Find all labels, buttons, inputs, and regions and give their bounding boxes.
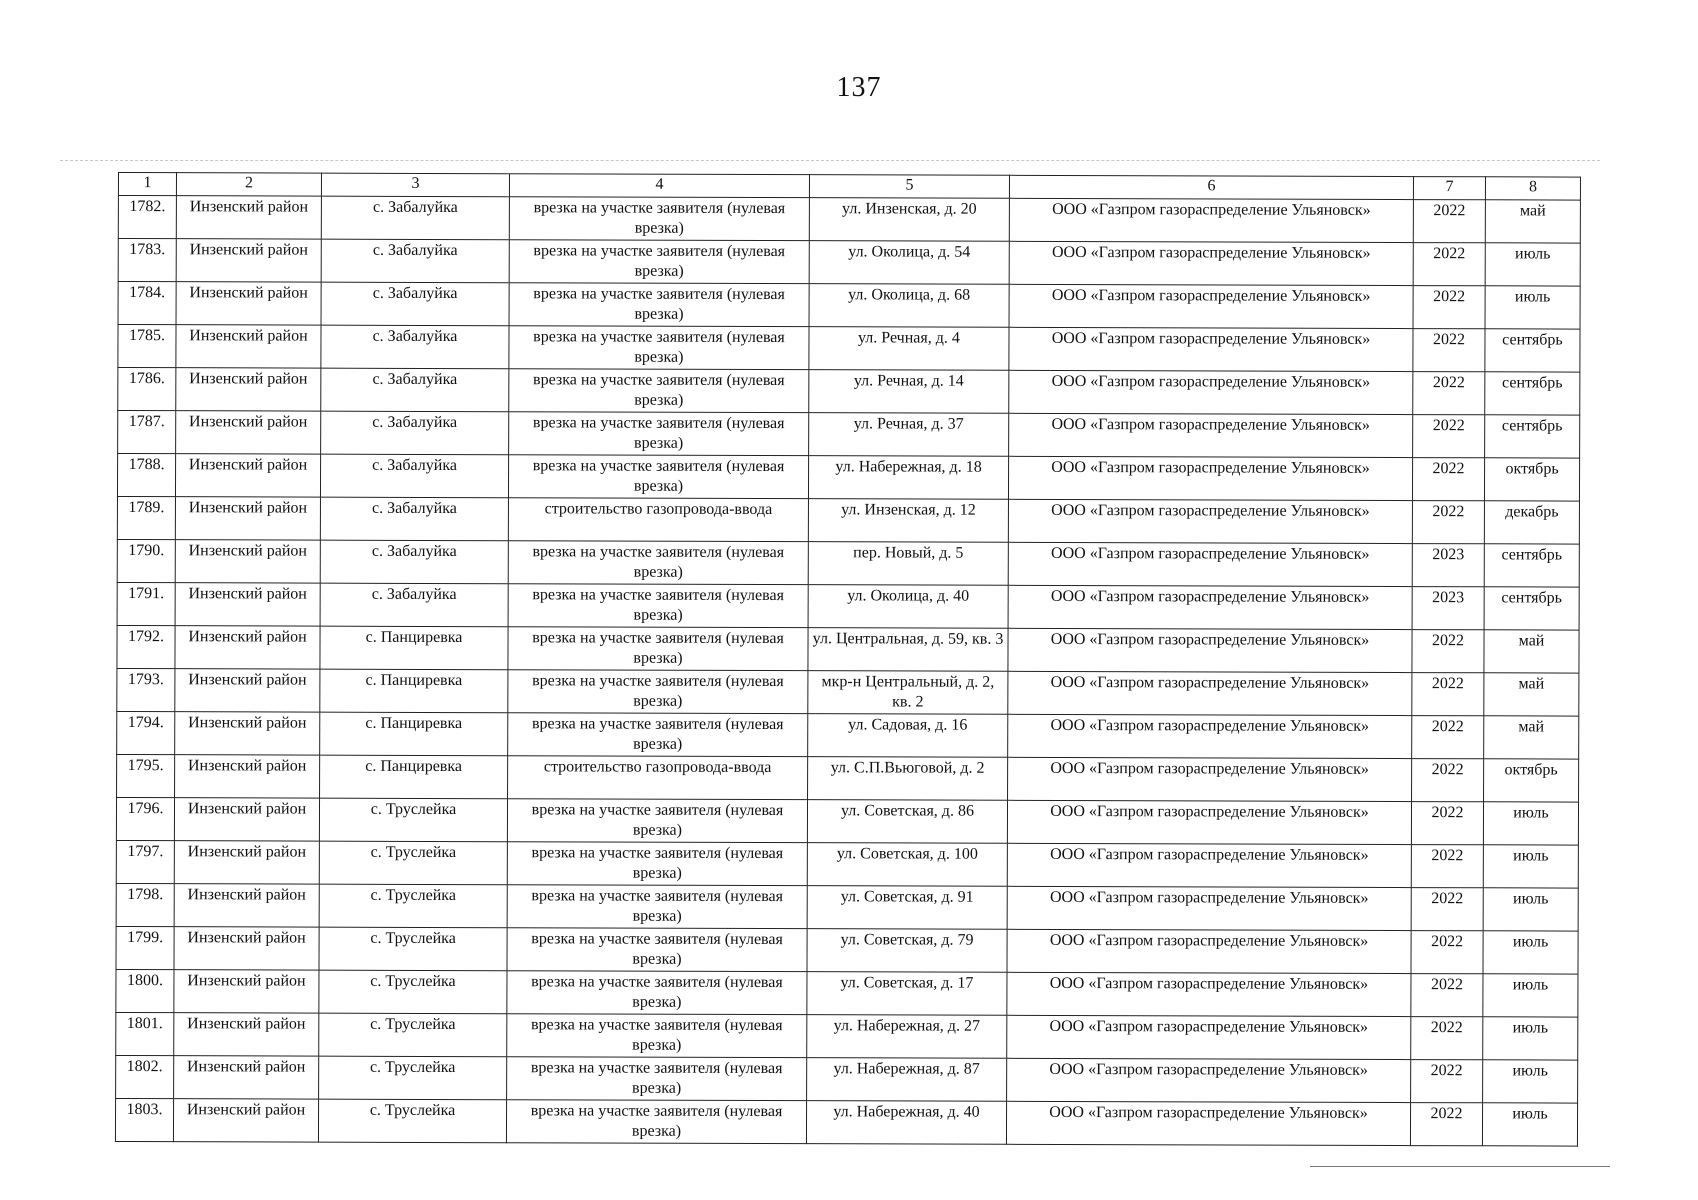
settlement-cell: с. Забалуйка xyxy=(321,196,509,240)
address-cell: ул. Околица, д. 40 xyxy=(808,585,1008,629)
month-cell: сентябрь xyxy=(1484,544,1579,587)
month-cell: декабрь xyxy=(1484,501,1579,544)
month-cell: июль xyxy=(1483,974,1578,1017)
work-type-cell: врезка на участке заявителя (нулевая врезка) xyxy=(508,627,808,671)
work-type-cell: врезка на участке заявителя (нулевая врезка) xyxy=(508,713,808,757)
year-cell: 2022 xyxy=(1412,759,1484,802)
column-header: 6 xyxy=(1009,175,1413,199)
organization-cell: ООО «Газпром газораспределение Ульяновск» xyxy=(1007,929,1411,973)
work-type-cell: врезка на участке заявителя (нулевая врезка) xyxy=(507,928,807,972)
address-cell: ул. Речная, д. 14 xyxy=(809,370,1009,414)
district-cell: Инзенский район xyxy=(176,282,321,325)
row-number-cell: 1793. xyxy=(117,668,175,711)
month-cell: сентябрь xyxy=(1485,415,1580,458)
address-cell: ул. Инзенская, д. 20 xyxy=(809,198,1009,242)
year-cell: 2022 xyxy=(1411,931,1483,974)
year-cell: 2022 xyxy=(1412,458,1484,501)
year-cell: 2022 xyxy=(1413,286,1485,329)
work-type-cell: врезка на участке заявителя (нулевая врезка) xyxy=(509,369,809,413)
settlement-cell: с. Труслейка xyxy=(319,841,507,885)
table-row xyxy=(117,668,1579,716)
district-cell: Инзенский район xyxy=(175,583,320,626)
year-cell: 2022 xyxy=(1413,200,1485,243)
scan-artifact-line xyxy=(1310,1166,1610,1167)
row-number-cell: 1789. xyxy=(117,496,175,539)
organization-cell: ООО «Газпром газораспределение Ульяновск» xyxy=(1008,757,1412,801)
month-cell: июль xyxy=(1483,802,1578,845)
district-cell: Инзенский район xyxy=(176,239,321,282)
settlement-cell: с. Панциревка xyxy=(320,712,508,756)
year-cell: 2022 xyxy=(1413,415,1485,458)
month-cell: июль xyxy=(1485,243,1580,286)
address-cell: ул. Центральная, д. 59, кв. 3 xyxy=(808,628,1008,672)
year-cell: 2023 xyxy=(1412,544,1484,587)
column-header: 3 xyxy=(321,173,509,197)
address-cell: ул. Советская, д. 17 xyxy=(807,972,1007,1016)
row-number-cell: 1782. xyxy=(118,196,176,239)
work-type-cell: врезка на участке заявителя (нулевая врезка) xyxy=(507,885,807,929)
district-cell: Инзенский район xyxy=(174,1056,319,1099)
row-number-cell: 1792. xyxy=(117,625,175,668)
table-row xyxy=(118,325,1580,373)
row-number-cell: 1794. xyxy=(117,711,175,754)
month-cell: сентябрь xyxy=(1485,329,1580,372)
table-row xyxy=(116,883,1578,931)
work-type-cell: врезка на участке заявителя (нулевая врезка) xyxy=(507,971,807,1015)
month-cell: июль xyxy=(1483,1060,1578,1103)
registry-table xyxy=(115,172,1581,1147)
table-row xyxy=(118,196,1580,244)
row-number-cell: 1786. xyxy=(118,368,176,411)
row-number-cell: 1791. xyxy=(117,582,175,625)
district-cell: Инзенский район xyxy=(174,970,319,1013)
settlement-cell: с. Забалуйка xyxy=(321,239,509,283)
year-cell: 2022 xyxy=(1412,716,1484,759)
table-row xyxy=(118,368,1580,416)
address-cell: ул. Речная, д. 4 xyxy=(809,327,1009,371)
work-type-cell: врезка на участке заявителя (нулевая врезка) xyxy=(507,1057,807,1101)
table-row xyxy=(116,1012,1578,1060)
year-cell: 2022 xyxy=(1410,1103,1482,1146)
address-cell: ул. Речная, д. 37 xyxy=(809,413,1009,457)
settlement-cell: с. Труслейка xyxy=(319,798,507,842)
settlement-cell: с. Панциревка xyxy=(320,755,508,799)
table-row xyxy=(117,625,1579,673)
month-cell: июль xyxy=(1483,1017,1578,1060)
work-type-cell: врезка на участке заявителя (нулевая врезка) xyxy=(508,670,808,714)
address-cell: ул. Инзенская, д. 12 xyxy=(808,499,1008,543)
column-header: 7 xyxy=(1413,177,1485,200)
month-cell: октябрь xyxy=(1484,458,1579,501)
work-type-cell: врезка на участке заявителя (нулевая врезка) xyxy=(509,240,809,284)
organization-cell: ООО «Газпром газораспределение Ульяновск» xyxy=(1008,714,1412,758)
district-cell: Инзенский район xyxy=(176,325,321,368)
table-row xyxy=(118,411,1580,459)
settlement-cell: с. Забалуйка xyxy=(320,454,508,498)
year-cell: 2022 xyxy=(1411,1060,1483,1103)
work-type-cell: врезка на участке заявителя (нулевая врезка) xyxy=(507,799,807,843)
row-number-cell: 1796. xyxy=(116,797,174,840)
row-number-cell: 1784. xyxy=(118,282,176,325)
year-cell: 2022 xyxy=(1413,329,1485,372)
organization-cell: ООО «Газпром газораспределение Ульяновск» xyxy=(1009,370,1413,414)
district-cell: Инзенский район xyxy=(176,411,321,454)
district-cell: Инзенский район xyxy=(174,841,319,884)
organization-cell: ООО «Газпром газораспределение Ульяновск» xyxy=(1008,499,1412,543)
address-cell: ул. Советская, д. 79 xyxy=(807,929,1007,973)
month-cell: сентябрь xyxy=(1484,587,1579,630)
district-cell: Инзенский район xyxy=(175,626,320,669)
year-cell: 2022 xyxy=(1411,1017,1483,1060)
month-cell: май xyxy=(1484,673,1579,716)
table-row xyxy=(117,539,1579,587)
work-type-cell: строительство газопровода-ввода xyxy=(508,756,808,800)
year-cell: 2022 xyxy=(1412,501,1484,544)
organization-cell: ООО «Газпром газораспределение Ульяновск» xyxy=(1006,1101,1410,1145)
work-type-cell: врезка на участке заявителя (нулевая врезка) xyxy=(509,197,809,241)
organization-cell: ООО «Газпром газораспределение Ульяновск» xyxy=(1009,198,1413,242)
settlement-cell: с. Забалуйка xyxy=(320,497,508,541)
work-type-cell: врезка на участке заявителя (нулевая врезка) xyxy=(508,541,808,585)
organization-cell: ООО «Газпром газораспределение Ульяновск» xyxy=(1008,456,1412,500)
year-cell: 2023 xyxy=(1412,587,1484,630)
column-header: 1 xyxy=(118,173,176,196)
month-cell: сентябрь xyxy=(1485,372,1580,415)
district-cell: Инзенский район xyxy=(174,884,319,927)
district-cell: Инзенский район xyxy=(173,1099,318,1142)
organization-cell: ООО «Газпром газораспределение Ульяновск» xyxy=(1007,843,1411,887)
table-row xyxy=(116,969,1578,1017)
work-type-cell: врезка на участке заявителя (нулевая врезка) xyxy=(506,1100,806,1144)
month-cell: октябрь xyxy=(1484,759,1579,802)
address-cell: ул. Набережная, д. 87 xyxy=(807,1058,1007,1102)
month-cell: июль xyxy=(1485,286,1580,329)
year-cell: 2022 xyxy=(1411,845,1483,888)
organization-cell: ООО «Газпром газораспределение Ульяновск» xyxy=(1007,1015,1411,1059)
column-header: 4 xyxy=(509,174,809,198)
year-cell: 2022 xyxy=(1411,974,1483,1017)
district-cell: Инзенский район xyxy=(174,927,319,970)
row-number-cell: 1787. xyxy=(118,411,176,454)
address-cell: ул. Советская, д. 100 xyxy=(807,843,1007,887)
work-type-cell: врезка на участке заявителя (нулевая врезка) xyxy=(507,842,807,886)
organization-cell: ООО «Газпром газораспределение Ульяновск» xyxy=(1007,972,1411,1016)
row-number-cell: 1803. xyxy=(115,1098,173,1141)
settlement-cell: с. Забалуйка xyxy=(321,368,509,412)
address-cell: ул. Околица, д. 68 xyxy=(809,284,1009,328)
settlement-cell: с. Труслейка xyxy=(319,884,507,928)
row-number-cell: 1783. xyxy=(118,239,176,282)
settlement-cell: с. Панциревка xyxy=(320,669,508,713)
row-number-cell: 1785. xyxy=(118,325,176,368)
table-row xyxy=(117,754,1579,802)
row-number-cell: 1790. xyxy=(117,539,175,582)
settlement-cell: с. Забалуйка xyxy=(321,411,509,455)
table-row xyxy=(118,282,1580,330)
work-type-cell: врезка на участке заявителя (нулевая врезка) xyxy=(508,455,808,499)
address-cell: ул. Садовая, д. 16 xyxy=(808,714,1008,758)
organization-cell: ООО «Газпром газораспределение Ульяновск» xyxy=(1008,542,1412,586)
organization-cell: ООО «Газпром газораспределение Ульяновск» xyxy=(1007,886,1411,930)
year-cell: 2022 xyxy=(1411,888,1483,931)
address-cell: ул. Советская, д. 91 xyxy=(807,886,1007,930)
district-cell: Инзенский район xyxy=(176,368,321,411)
address-cell: ул. Советская, д. 86 xyxy=(807,800,1007,844)
district-cell: Инзенский район xyxy=(175,712,320,755)
organization-cell: ООО «Газпром газораспределение Ульяновск» xyxy=(1008,628,1412,672)
table-row xyxy=(116,797,1578,845)
work-type-cell: врезка на участке заявителя (нулевая врезка) xyxy=(509,283,809,327)
work-type-cell: врезка на участке заявителя (нулевая врезка) xyxy=(508,584,808,628)
organization-cell: ООО «Газпром газораспределение Ульяновск» xyxy=(1009,327,1413,371)
district-cell: Инзенский район xyxy=(175,669,320,712)
settlement-cell: с. Забалуйка xyxy=(321,282,509,326)
month-cell: май xyxy=(1484,716,1579,759)
table-container xyxy=(115,172,1581,1147)
row-number-cell: 1798. xyxy=(116,883,174,926)
table-row xyxy=(116,1055,1578,1103)
district-cell: Инзенский район xyxy=(176,196,321,239)
year-cell: 2022 xyxy=(1411,802,1483,845)
table-row xyxy=(116,840,1578,888)
scan-artifact-line xyxy=(60,160,1600,162)
address-cell: пер. Новый, д. 5 xyxy=(808,542,1008,586)
settlement-cell: с. Труслейка xyxy=(319,970,507,1014)
address-cell: ул. Набережная, д. 40 xyxy=(806,1101,1006,1145)
page-number: 137 xyxy=(836,72,882,103)
organization-cell: ООО «Газпром газораспределение Ульяновск» xyxy=(1008,585,1412,629)
row-number-cell: 1802. xyxy=(116,1055,174,1098)
table-row xyxy=(115,1098,1577,1146)
work-type-cell: врезка на участке заявителя (нулевая врезка) xyxy=(507,1014,807,1058)
month-cell: май xyxy=(1484,630,1579,673)
work-type-cell: врезка на участке заявителя (нулевая врезка) xyxy=(509,412,809,456)
table-row xyxy=(117,454,1579,502)
table-row xyxy=(117,582,1579,630)
address-cell: ул. Околица, д. 54 xyxy=(809,241,1009,285)
organization-cell: ООО «Газпром газораспределение Ульяновск» xyxy=(1009,241,1413,285)
address-cell: мкр-н Центральный, д. 2, кв. 2 xyxy=(808,671,1008,715)
settlement-cell: с. Труслейка xyxy=(319,927,507,971)
month-cell: июль xyxy=(1483,845,1578,888)
table-body xyxy=(115,196,1580,1147)
row-number-cell: 1797. xyxy=(116,840,174,883)
district-cell: Инзенский район xyxy=(175,454,320,497)
column-header: 2 xyxy=(176,173,321,196)
settlement-cell: с. Забалуйка xyxy=(321,325,509,369)
district-cell: Инзенский район xyxy=(175,755,320,798)
year-cell: 2022 xyxy=(1413,243,1485,286)
address-cell: ул. Набережная, д. 27 xyxy=(807,1015,1007,1059)
month-cell: июль xyxy=(1482,1103,1577,1146)
settlement-cell: с. Забалуйка xyxy=(320,583,508,627)
settlement-cell: с. Труслейка xyxy=(319,1013,507,1057)
address-cell: ул. С.П.Вьюговой, д. 2 xyxy=(808,757,1008,801)
district-cell: Инзенский район xyxy=(175,497,320,540)
settlement-cell: с. Труслейка xyxy=(319,1056,507,1100)
settlement-cell: с. Забалуйка xyxy=(320,540,508,584)
month-cell: июль xyxy=(1483,888,1578,931)
column-header: 5 xyxy=(809,175,1009,199)
month-cell: июль xyxy=(1483,931,1578,974)
row-number-cell: 1788. xyxy=(117,454,175,497)
district-cell: Инзенский район xyxy=(175,540,320,583)
table-row xyxy=(118,239,1580,287)
settlement-cell: с. Труслейка xyxy=(318,1099,506,1143)
table-row xyxy=(117,711,1579,759)
work-type-cell: строительство газопровода-ввода xyxy=(508,498,808,542)
month-cell: май xyxy=(1485,200,1580,243)
organization-cell: ООО «Газпром газораспределение Ульяновск» xyxy=(1007,800,1411,844)
organization-cell: ООО «Газпром газораспределение Ульяновск» xyxy=(1008,671,1412,715)
row-number-cell: 1800. xyxy=(116,969,174,1012)
district-cell: Инзенский район xyxy=(174,798,319,841)
work-type-cell: врезка на участке заявителя (нулевая врезка) xyxy=(509,326,809,370)
table-row xyxy=(117,496,1579,544)
organization-cell: ООО «Газпром газораспределение Ульяновск» xyxy=(1009,284,1413,328)
year-cell: 2022 xyxy=(1412,630,1484,673)
organization-cell: ООО «Газпром газораспределение Ульяновск» xyxy=(1009,413,1413,457)
settlement-cell: с. Панциревка xyxy=(320,626,508,670)
column-header: 8 xyxy=(1485,177,1580,200)
row-number-cell: 1801. xyxy=(116,1012,174,1055)
year-cell: 2022 xyxy=(1412,673,1484,716)
row-number-cell: 1799. xyxy=(116,926,174,969)
table-row xyxy=(116,926,1578,974)
organization-cell: ООО «Газпром газораспределение Ульяновск» xyxy=(1007,1058,1411,1102)
row-number-cell: 1795. xyxy=(117,754,175,797)
year-cell: 2022 xyxy=(1413,372,1485,415)
address-cell: ул. Набережная, д. 18 xyxy=(808,456,1008,500)
district-cell: Инзенский район xyxy=(174,1013,319,1056)
